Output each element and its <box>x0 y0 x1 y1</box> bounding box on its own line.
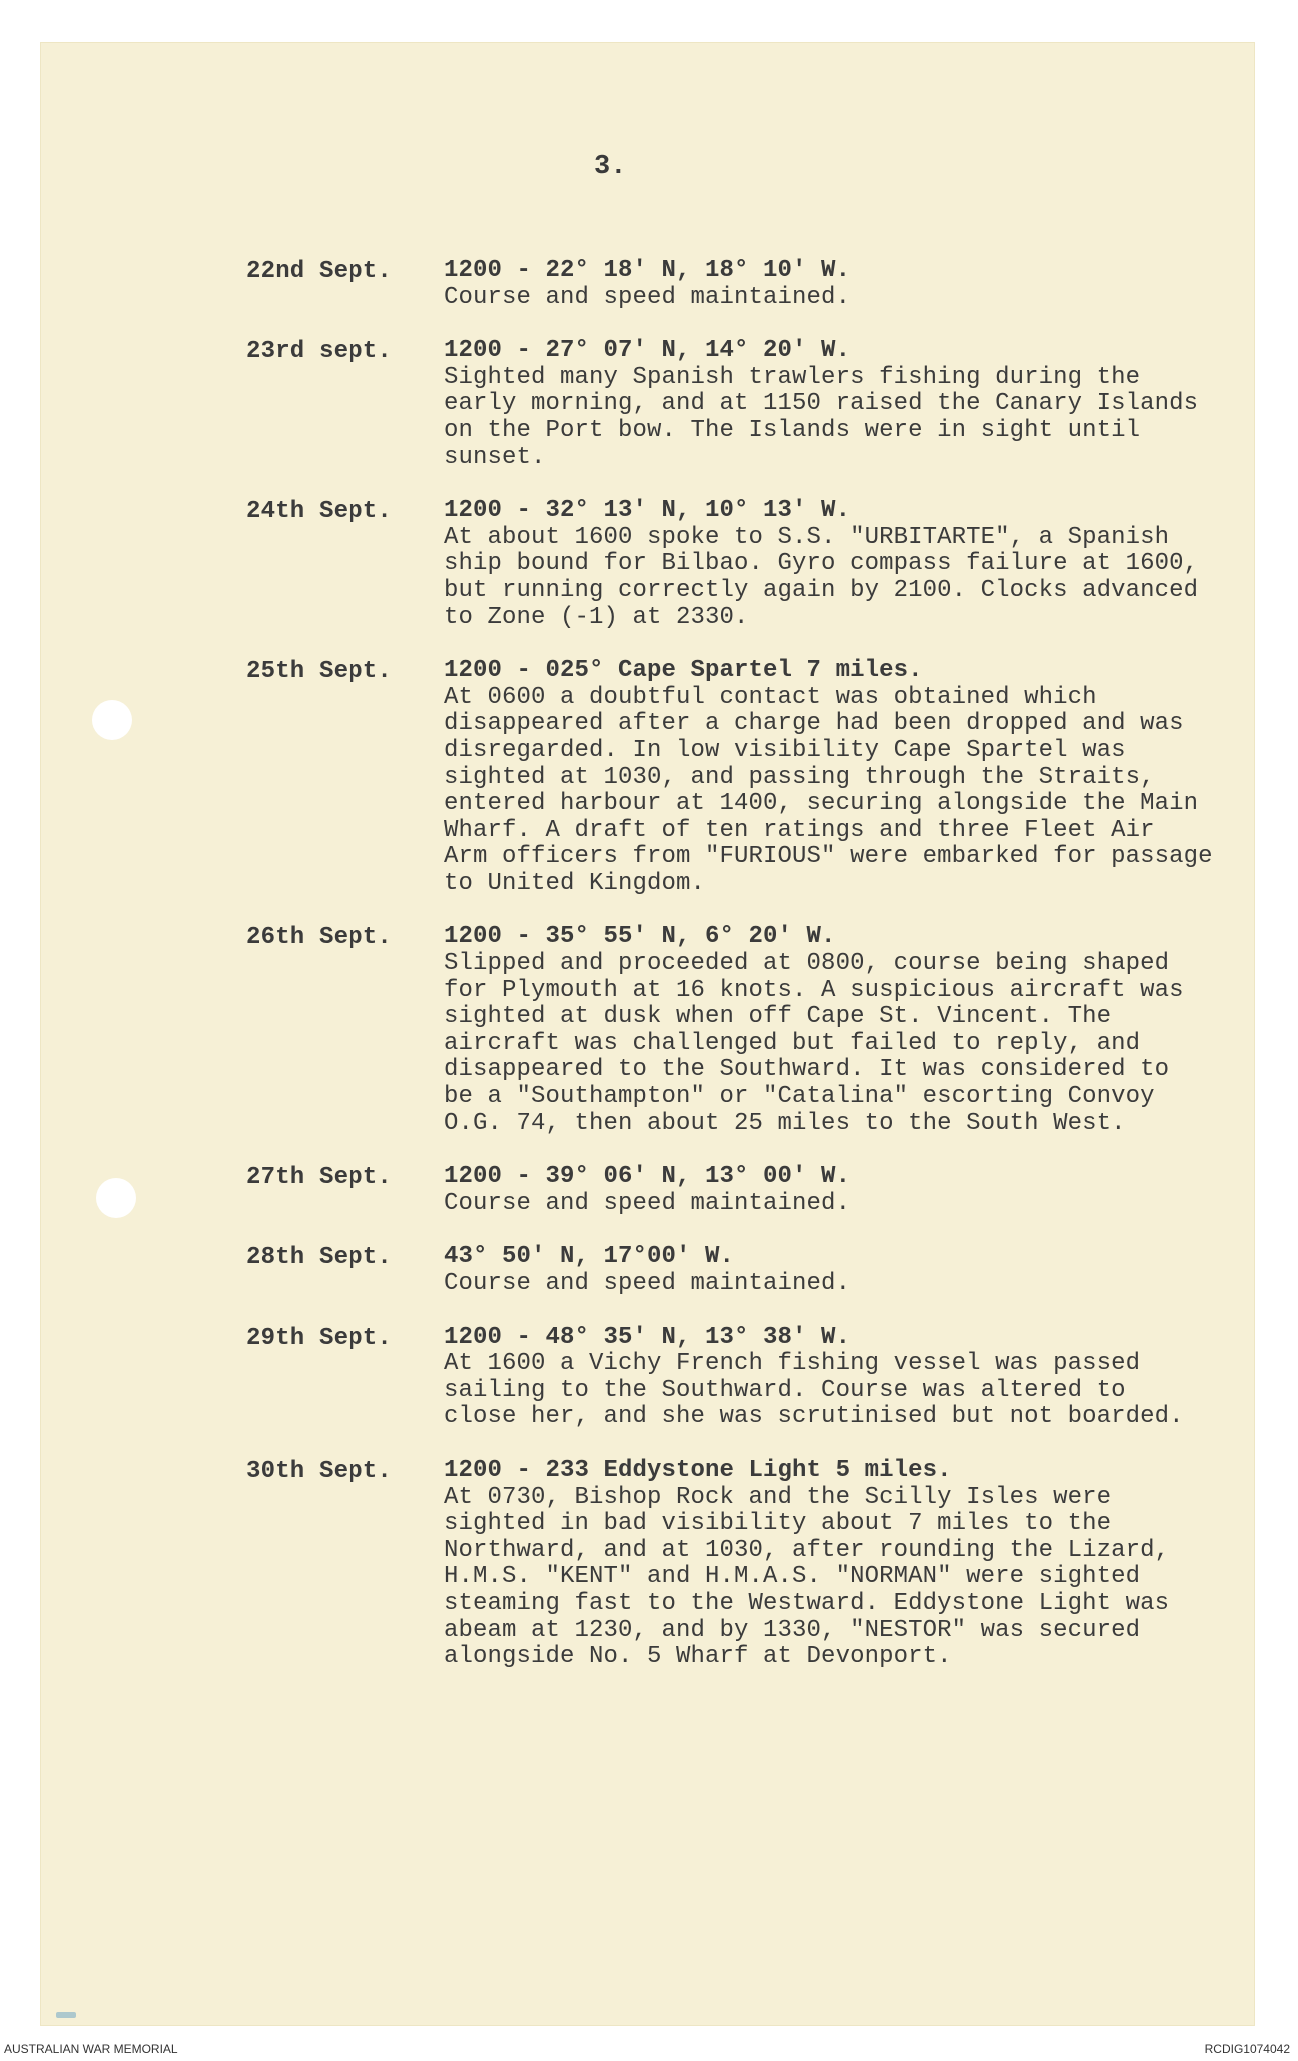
log-entries <box>246 258 1246 1698</box>
log-entry <box>246 924 1246 1137</box>
entry-narrative-line: Wharf. A draft of ten ratings and three Fleet Air <box>444 816 1155 844</box>
entry-narrative-line: H.M.S. "KENT" and H.M.A.S. "NORMAN" were sighted <box>444 1563 1141 1591</box>
entry-narrative-line: disappeared to the Southward. It was considered to <box>444 1056 1170 1084</box>
entry-date: 29th Sept. <box>246 1324 393 1352</box>
entry-narrative-line: Course and speed maintained. <box>444 1270 851 1297</box>
entry-position-line: 43° 50' N, 17°00' W. <box>444 1243 735 1271</box>
entry-narrative-line: sighted in bad visibility about 7 miles to the <box>444 1510 1112 1538</box>
entry-position-line: 1200 - 39° 06' N, 13° 00' W. <box>444 1163 851 1191</box>
entry-position-line: 1200 - 32° 13' N, 10° 13' W. <box>444 497 851 525</box>
entry-text <box>444 258 1244 311</box>
entry-narrative-line: Sighted many Spanish trawlers fishing during the <box>444 363 1141 391</box>
log-entry <box>246 1458 1246 1671</box>
log-entry <box>246 258 1246 311</box>
entry-narrative-line: aircraft was challenged but failed to reply, and <box>444 1029 1141 1057</box>
entry-narrative-line: be a "Southampton" or "Catalina" escorting Convoy <box>444 1083 1155 1111</box>
entry-narrative-line: Slipped and proceeded at 0800, course being shaped <box>444 950 1170 978</box>
entry-position-line: 1200 - 22° 18' N, 18° 10' W. <box>444 257 851 284</box>
entry-narrative-line: Course and speed maintained. <box>444 283 851 311</box>
entry-narrative-line: to Zone (-1) at 2330. <box>444 603 749 631</box>
log-entry <box>246 1164 1246 1217</box>
entry-narrative-line: At 1600 a Vichy French fishing vessel was passed <box>444 1350 1141 1378</box>
entry-narrative-line: disregarded. In low visibility Cape Spartel was <box>444 736 1126 764</box>
entry-narrative-line: At 0730, Bishop Rock and the Scilly Isles were <box>444 1483 1112 1511</box>
ink-mark <box>56 2012 76 2018</box>
entry-narrative-line: early morning, and at 1150 raised the Canary Islands <box>444 390 1199 418</box>
entry-narrative-line: sailing to the Southward. Course was altered to <box>444 1376 1126 1404</box>
entry-text <box>444 498 1244 631</box>
entry-position-line: 1200 - 35° 55' N, 6° 20' W. <box>444 923 836 951</box>
entry-narrative-line: sighted at 1030, and passing through the Straits, <box>444 763 1155 791</box>
log-entry <box>246 1325 1246 1431</box>
entry-date: 30th Sept. <box>246 1457 393 1485</box>
entry-text <box>444 658 1244 897</box>
entry-date: 25th Sept. <box>246 658 393 686</box>
entry-narrative-line: abeam at 1230, and by 1330, "NESTOR" was secured <box>444 1616 1141 1644</box>
entry-narrative-line: At about 1600 spoke to S.S. "URBITARTE", a Spanish <box>444 523 1170 551</box>
entry-text <box>444 1244 1244 1297</box>
log-entry <box>246 338 1246 471</box>
entry-position-line: 1200 - 48° 35' N, 13° 38' W. <box>444 1323 851 1351</box>
footer-reference-id: RCDIG1074042 <box>1204 2042 1290 2056</box>
log-entry <box>246 498 1246 631</box>
entry-date: 27th Sept. <box>246 1164 393 1192</box>
entry-date: 28th Sept. <box>246 1244 393 1272</box>
punch-hole-upper <box>92 700 132 740</box>
entry-position-line: 1200 - 025° Cape Spartel 7 miles. <box>444 657 923 685</box>
entry-narrative-line: to United Kingdom. <box>444 869 706 897</box>
footer-archive-name: AUSTRALIAN WAR MEMORIAL <box>4 2042 178 2056</box>
entry-text <box>444 1458 1244 1671</box>
entry-narrative-line: steaming fast to the Westward. Eddystone Light was <box>444 1589 1170 1617</box>
entry-date: 22nd Sept. <box>246 258 393 285</box>
entry-narrative-line: alongside No. 5 Wharf at Devonport. <box>444 1643 952 1671</box>
entry-text <box>444 1164 1244 1217</box>
entry-position-line: 1200 - 27° 07' N, 14° 20' W. <box>444 337 851 365</box>
entry-text <box>444 924 1244 1137</box>
entry-narrative-line: sunset. <box>444 443 546 471</box>
punch-hole-lower <box>96 1178 136 1218</box>
entry-date: 23rd sept. <box>246 338 393 366</box>
page-number: 3. <box>594 152 627 182</box>
entry-narrative-line: sighted at dusk when off Cape St. Vincent. The <box>444 1003 1112 1031</box>
entry-narrative-line: disappeared after a charge had been dropped and was <box>444 710 1184 738</box>
entry-narrative-line: on the Port bow. The Islands were in sight until <box>444 416 1141 444</box>
entry-narrative-line: Northward, and at 1030, after rounding the Lizard, <box>444 1536 1170 1564</box>
log-entry <box>246 658 1246 897</box>
entry-text <box>444 338 1244 471</box>
entry-narrative-line: At 0600 a doubtful contact was obtained which <box>444 683 1097 711</box>
log-entry <box>246 1244 1246 1297</box>
entry-narrative-line: close her, and she was scrutinised but not boarded. <box>444 1403 1184 1431</box>
entry-narrative-line: but running correctly again by 2100. Clocks advanced <box>444 576 1199 604</box>
entry-narrative-line: Course and speed maintained. <box>444 1189 851 1217</box>
entry-text <box>444 1325 1244 1431</box>
entry-date: 26th Sept. <box>246 924 393 952</box>
entry-narrative-line: for Plymouth at 16 knots. A suspicious aircraft was <box>444 976 1184 1004</box>
entry-narrative-line: O.G. 74, then about 25 miles to the South West. <box>444 1109 1126 1137</box>
entry-date: 24th Sept. <box>246 498 393 526</box>
entry-narrative-line: ship bound for Bilbao. Gyro compass failure at 1600, <box>444 550 1199 578</box>
entry-position-line: 1200 - 233 Eddystone Light 5 miles. <box>444 1456 952 1484</box>
entry-narrative-line: entered harbour at 1400, securing alongside the Main <box>444 790 1199 818</box>
entry-narrative-line: Arm officers from "FURIOUS" were embarked for passage <box>444 843 1213 871</box>
